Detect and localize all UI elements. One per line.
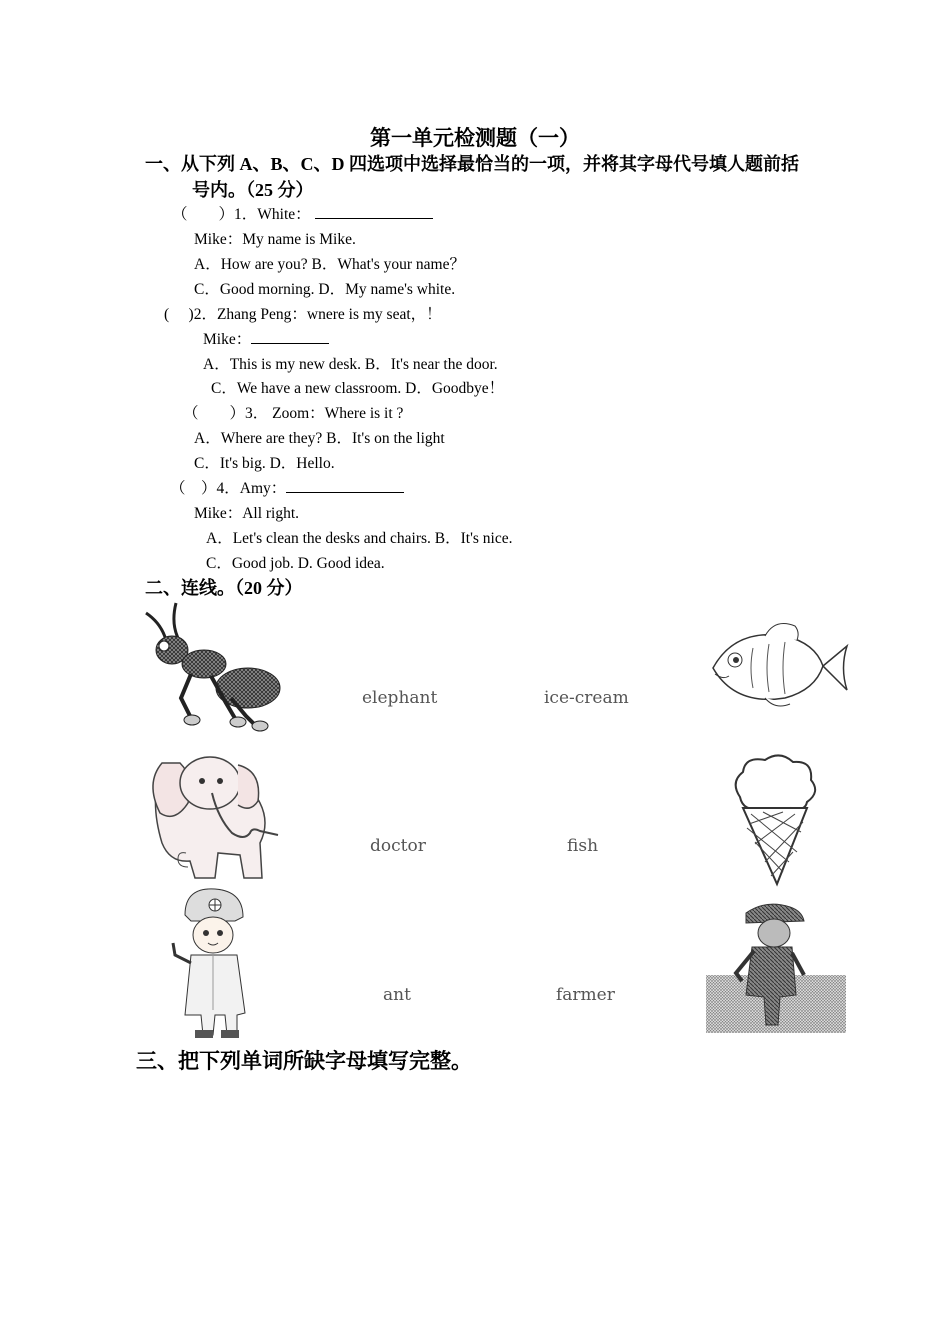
answer-blank-2[interactable] <box>251 329 329 344</box>
word-elephant[interactable]: elephant <box>362 688 438 708</box>
question-4 <box>170 476 404 498</box>
question-2-options-2: C．We have a new classroom. D．Goodbye！ <box>211 380 505 397</box>
question-1-options-2: C．Good morning. D．My name's white. <box>194 281 456 298</box>
answer-blank-4[interactable] <box>286 478 404 493</box>
question-1 <box>172 202 433 224</box>
section3-heading: 三、把下列单词所缺字母填写完整。 <box>136 1049 472 1073</box>
question-4-options-1: A．Let's clean the desks and chairs. B．It's nice. <box>206 530 513 547</box>
ant-icon[interactable] <box>136 598 286 733</box>
fish-icon[interactable] <box>705 618 850 713</box>
word-doctor[interactable]: doctor <box>370 836 426 856</box>
elephant-icon[interactable] <box>140 743 285 883</box>
question-1-paren: （ ） <box>172 206 235 223</box>
doctor-icon[interactable] <box>165 885 260 1040</box>
question-4-prompt: 4．Amy： <box>216 480 287 497</box>
question-2-prompt: 2．Zhang Peng：wnere is my seat，！ <box>193 306 442 323</box>
section2-heading: 二、连线。（20 分） <box>145 578 303 598</box>
question-4-reply: Mike：All right. <box>194 505 300 522</box>
question-3 <box>183 401 403 423</box>
section1-heading-line1: 一、从下列 A、B、C、D 四选项中选择最恰当的一项，并将其字母代号填人题前括 <box>145 154 799 174</box>
page-title: 第一单元检测题（一） <box>370 126 580 150</box>
question-2-options-1: A．This is my new desk. B．It's near the door. <box>203 356 498 373</box>
question-1-reply: Mike：My name is Mike. <box>194 231 356 248</box>
word-farmer[interactable]: farmer <box>556 985 615 1005</box>
question-1-prompt: 1．White： <box>234 206 311 223</box>
answer-blank-1[interactable] <box>315 204 433 219</box>
question-3-options-1: A．Where are they? B．It's on the light <box>194 430 445 447</box>
section1-heading-line2: 号内。（25 分） <box>192 180 314 200</box>
question-2-paren: ( ) <box>164 306 194 323</box>
question-2-reply-line <box>203 327 329 349</box>
ice-cream-icon[interactable] <box>725 752 825 887</box>
word-ice-cream[interactable]: ice-cream <box>544 688 629 708</box>
question-2-reply: Mike： <box>203 331 252 348</box>
question-4-paren: （ ） <box>170 480 217 497</box>
word-ant[interactable]: ant <box>383 985 411 1005</box>
question-3-prompt: 3． Zoom：Where is it ? <box>245 405 404 422</box>
question-2 <box>164 302 442 324</box>
question-3-options-2: C．It's big. D．Hello. <box>194 455 335 472</box>
farmer-icon[interactable] <box>706 895 846 1035</box>
question-4-options-2: C．Good job. D. Good idea. <box>206 555 385 572</box>
word-fish[interactable]: fish <box>567 836 599 856</box>
question-1-options-1: A．How are you? B．What's your name？ <box>194 256 465 273</box>
question-3-paren: （ ） <box>183 405 246 422</box>
